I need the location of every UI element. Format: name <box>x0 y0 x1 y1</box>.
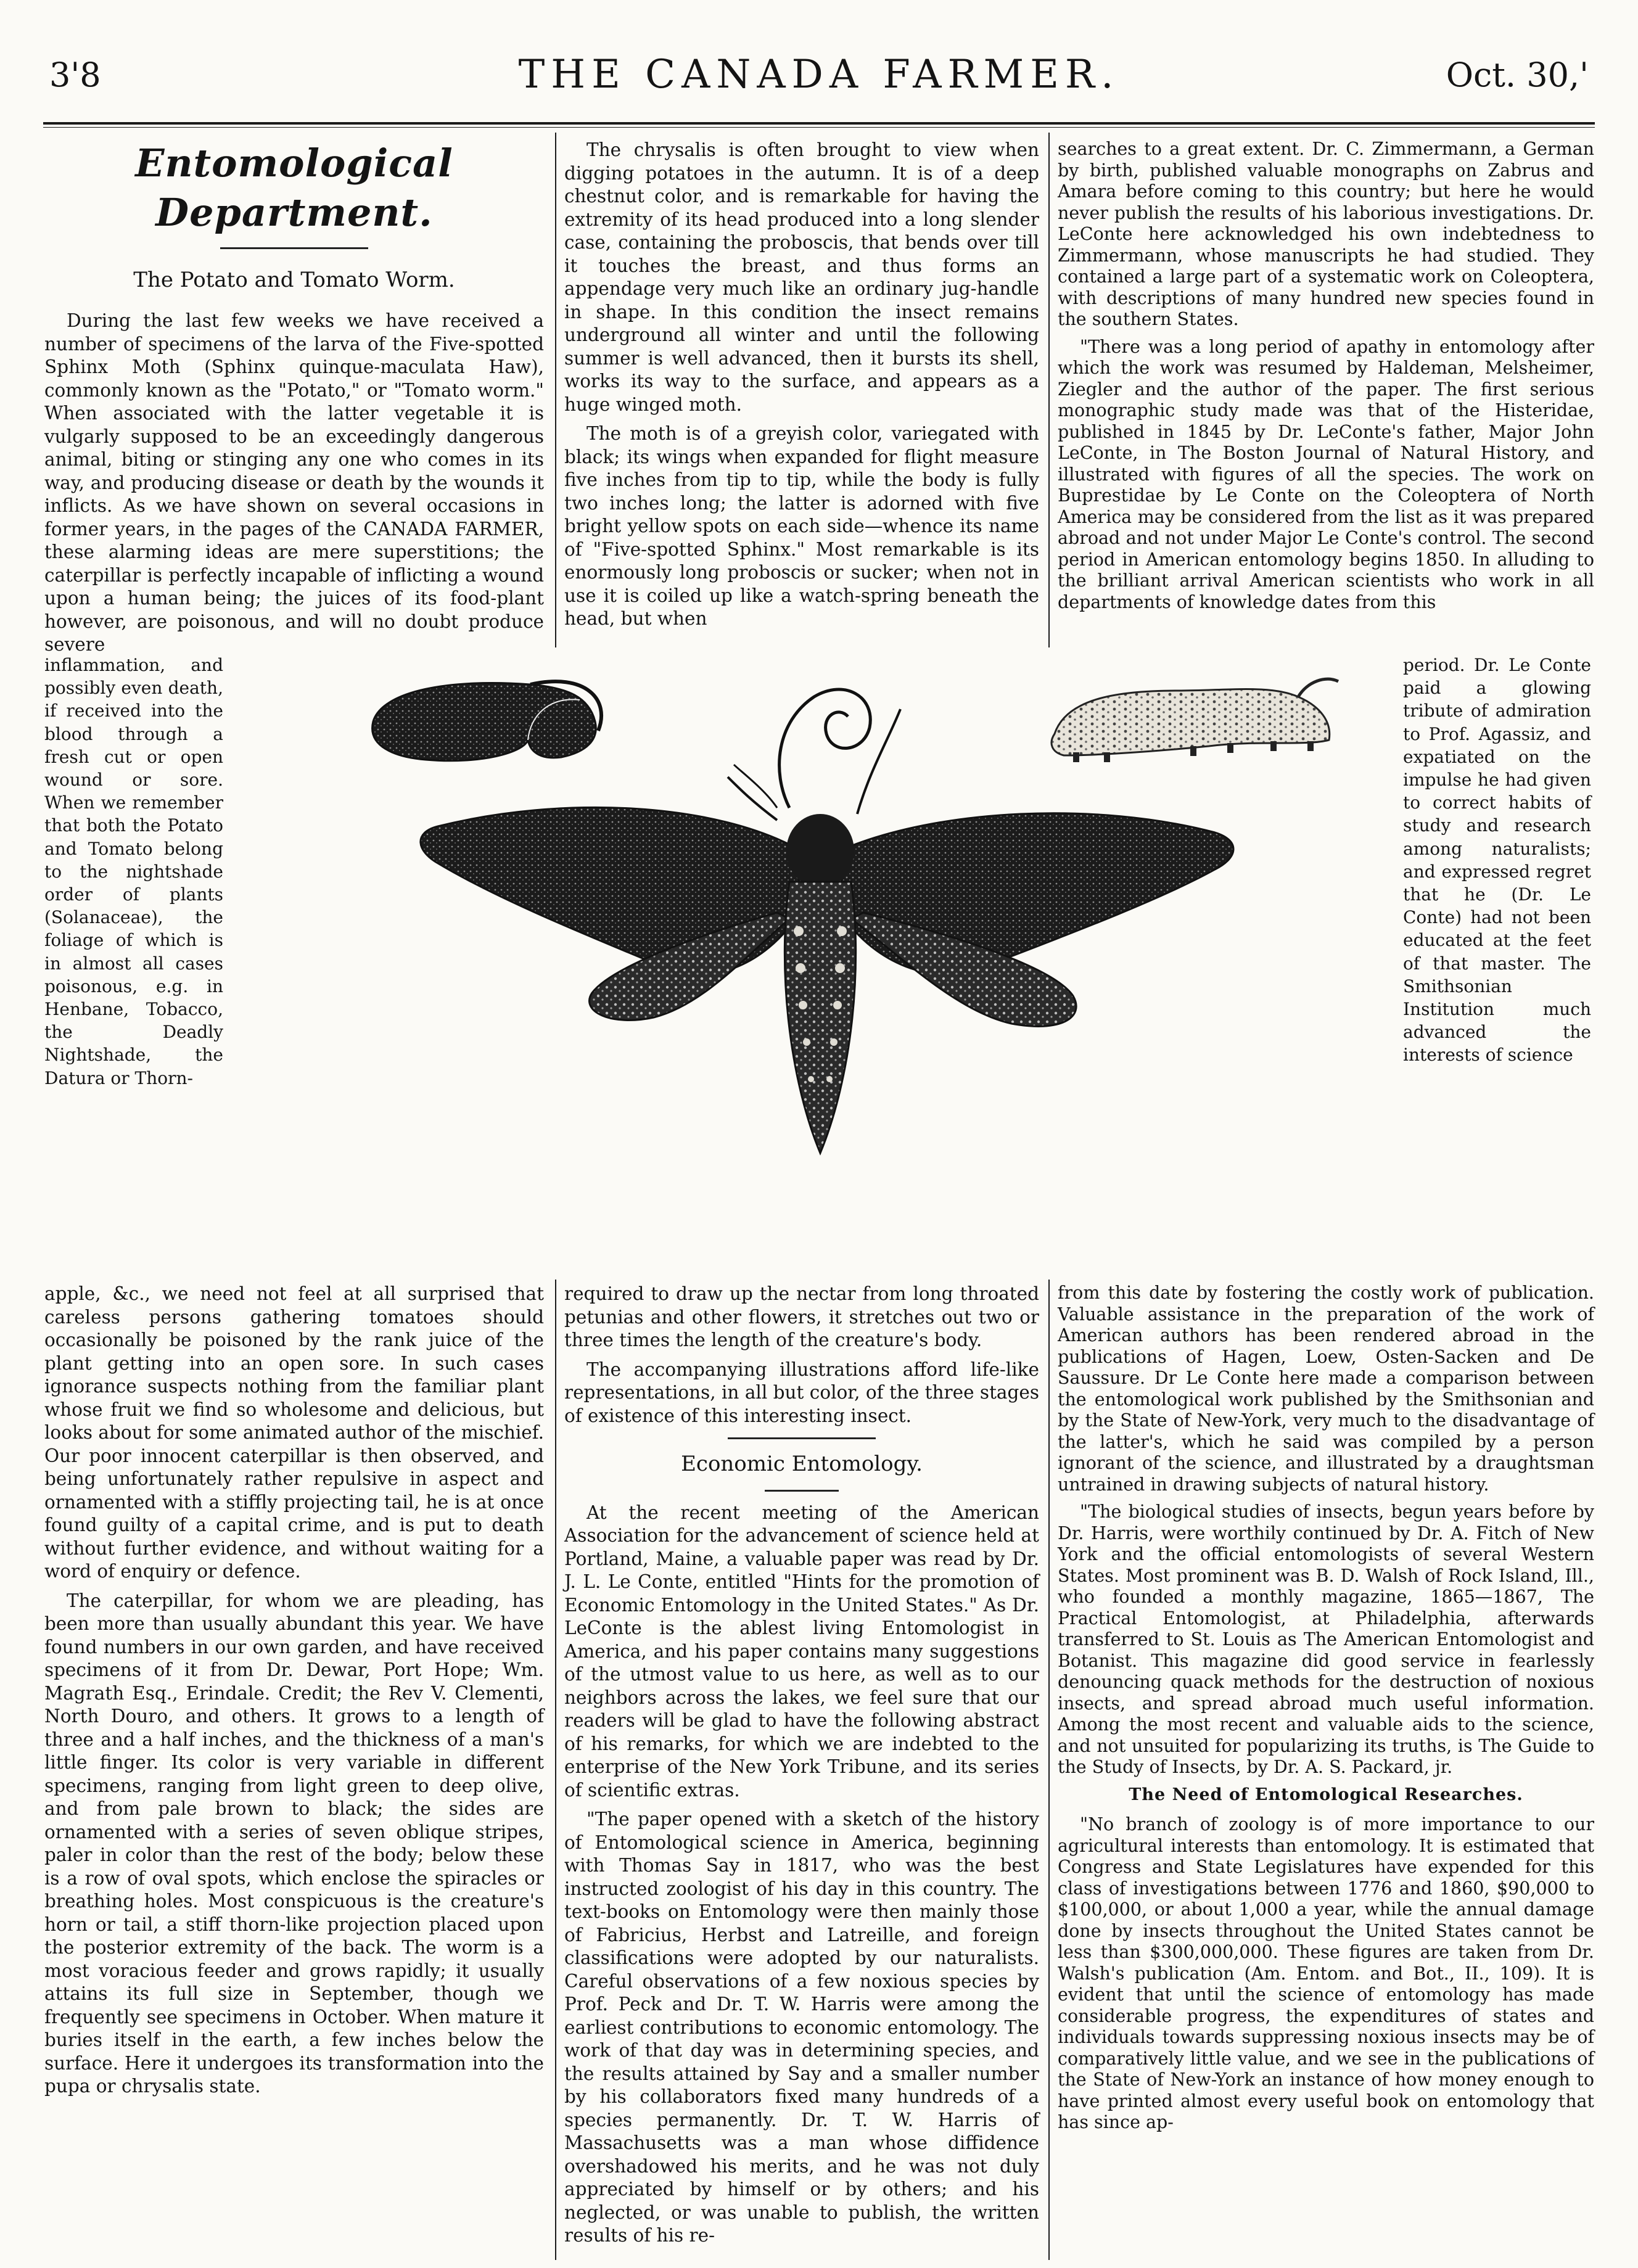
column-1-narrow <box>44 654 223 1090</box>
header-rule <box>43 122 1595 125</box>
caterpillar-figure <box>1052 679 1338 762</box>
illustration-three-stages <box>345 647 1375 1270</box>
paragraph: period. Dr. Le Conte paid a glowing tribute of admiration to Prof. Agassiz, and expatiated on the impulse he had given to correct habits of study and research among naturalists; and expressed regret that he (Dr. Le Conte) had not been educated at the feet of that master. The Smithsonian Institution much advanced the interests of science <box>1403 655 1591 1066</box>
paragraph: "The paper opened with a sketch of the history of Entomological science in America, beginning with Thomas Say in 1817, who was the best instructed zoologist of his day in this country. The text-books on Entomology were then mainly those of Fabricius, Herbst and Latreille, and foreign classifications were adopted by our naturalists. Careful observations of a few noxious species by Prof. Peck and Dr. T. W. Harris were among the earliest contributions to economic entomology. The work of that day was in determining species, and the results attained by Say and a smaller number by his collaborators fixed many hundreds of a species permanently. Dr. T. W. Harris of Massachusetts was a man whose diffidence overshadowed his merits, and he was not duly appreciated by himself or by others; and his neglected, or was unable to publish, the written results of his re- <box>564 1809 1039 2246</box>
paragraph: "The biological studies of insects, begun years before by Dr. Harris, were worthily continued by Dr. A. Fitch of New York and the official entomologists of several Western States. Most prominent was B. D. Walsh of Rock Island, Ill., who founded a monthly magazine, 1865—1867, The Practical Entomologist, at Philadelphia, afterwards transferred to St. Louis as The American Entomologist and Botanist. This magazine did good service in fearlessly denouncing quack methods for the destruction of noxious insects, and spread abroad much useful information. Among the most recent and valuable aids to the science, and not unsuited for popularizing its truths, is The Guide to the Study of Insects, by Dr. A. S. Packard, jr. <box>1058 1502 1594 1777</box>
divider <box>765 1490 839 1492</box>
subheading: The Need of Entomological Researches. <box>1129 1785 1523 1804</box>
column-rule-1-top <box>555 133 556 647</box>
issue-date: Oct. 30,' <box>1446 55 1589 94</box>
column-2-bottom <box>564 1283 1039 2254</box>
paragraph: inflammation, and possibly even death, if received into the blood through a fresh cut or open wound or sore. When we remember that both the Potato and Tomato belong to the nightshade order of plants (Solanaceae), the foliage of which is in almost all cases poisonous, e.g. in Henbane, Tobacco, the Deadly Nightshade, the Datura or Thorn- <box>44 655 223 1088</box>
chrysalis-figure <box>372 681 601 761</box>
article-title-potato-worm: The Potato and Tomato Worm. <box>133 268 455 292</box>
masthead: THE CANADA FARMER. <box>518 52 1120 97</box>
column-rule-1-bottom <box>555 1280 556 2260</box>
paragraph: "No branch of zoology is of more importance to our agricultural interests than entomology. It is estimated that Congress and State Legislatures have expended for this class of investigations between 1776 and 1860, $90,000 to $100,000, or about 1,000 a year, while the annual damage done by insects throughout the United States cannot be less than $300,000,000. These figures are taken from Dr. Walsh's publication (Am. Entom. and Bot., II., 109). It is evident that until the science of entomology has made considerable progress, the expenditures of states and individuals towards suppressing noxious insects may be of comparatively little value, and we see in the publications of the State of New-York an instance of how money enough to have printed almost every useful book on entomology that has since ap- <box>1058 1814 1594 2132</box>
paragraph: searches to a great extent. Dr. C. Zimmermann, a German by birth, published valuable monographs on Zabrus and Amara before coming to this country; but here he would never publish the results of his laborious investigations. Dr. LeConte here acknowledged his own indebtedness to Zimmermann, whose manuscripts he had studied. They contained a large part of a systematic work on Coleoptera, with descriptions of many hundred new species found in the southern States. <box>1058 139 1594 329</box>
divider <box>728 1437 876 1439</box>
column-3-narrow <box>1403 654 1591 1067</box>
sphinx-moth-illustration <box>345 647 1375 1270</box>
paragraph: The accompanying illustrations afford life-like representations, in all but color, of the three stages of existence of this interesting insect. <box>564 1358 1039 1426</box>
moth-figure <box>421 689 1233 1153</box>
paragraph: The moth is of a greyish color, variegated with black; its wings when expanded for flight measure five inches from tip to tip, while the body is fully two inches long; the latter is adorned with five bright yellow spots on each side—whence its name of "Five-spotted Sphinx." Most remarkable is its enormously long proboscis or sucker; when not in use it is coiled up like a watch-spring beneath the head, but when <box>564 423 1039 629</box>
paragraph: required to draw up the nectar from long throated petunias and other flowers, it stretches out two or three times the length of the creature's body. <box>564 1283 1039 1350</box>
paragraph: During the last few weeks we have received a number of specimens of the larva of the Five-spotted Sphinx Moth (Sphinx quinque-maculata Haw), commonly known as the "Potato," or "Tomato worm." When associated with the latter vegetable it is vulgarly supposed to be an exceedingly dangerous animal, biting or stinging any one who comes in its way, and producing disease or death by the wounds it inflicts. As we have shown on several occasions in former years, in the pages of the CANADA FARMER, these alarming ideas are mere superstitions; the caterpillar is perfectly incapable of inflicting a wound upon a human being; the juices of its food-plant however, are poisonous, and will no doubt produce severe <box>44 310 544 655</box>
paragraph: The chrysalis is often brought to view when digging potatoes in the autumn. It is of a deep chestnut color, and is remarkable for having the extremity of its head produced into a long slender case, containing the proboscis, that bends over till it touches the breast, and thus forms an appendage very much like an ordinary jug-handle in shape. In this condition the insect remains underground all winter and until the following summer is well advanced, then it bursts its shell, works its way to the surface, and appears as a huge winged moth. <box>564 139 1039 415</box>
column-rule-2-top <box>1048 133 1050 647</box>
column-3-bottom <box>1058 1283 1594 2140</box>
column-3-top <box>1058 139 1594 619</box>
article-title-economic: Economic Entomology. <box>681 1452 923 1476</box>
page-number: 3'8 <box>49 55 101 94</box>
article-paragraph <box>44 310 544 657</box>
paragraph: from this date by fostering the costly work of publication. Valuable assistance in the preparation of the work of American authors has been rendered abroad in the publications of Hagen, Loew, Osten-Sacken and De Saussure. Dr Le Conte here made a comparison between the entomological work published by the Smithsonian and by the State of New-York, very much to the disadvantage of the latter's, which he said was compiled by a person ignorant of the science, and illustrated by a draughtsman untrained in drawing subjects of natural history. <box>1058 1283 1594 1495</box>
paragraph: The caterpillar, for whom we are pleading, has been more than usually abundant this year. We have found numbers in our own garden, and have received specimens of it from Dr. Dewar, Port Hope; Wm. Magrath Esq., Erindale. Credit; the Rev V. Clementi, North Douro, and others. It grows to a length of three and a half inches, and the thickness of a man's little finger. Its color is very variable in different specimens, ranging from light green to deep olive, and from pale brown to black; the sides are ornamented with a series of seven oblique stripes, paler in color than the rest of the body; below these is a row of oval spots, which enclose the spiracles or breathing holes. Most conspicuous is the creature's horn or tail, a stiff thorn-like projection placed upon the posterior extremity of the back. The worm is a most voracious feeder and grows rapidly; it usually attains its full size in September, though we frequently see specimens in October. When mature it buries itself in the earth, a few inches below the surface. Here it undergoes its transformation into the pupa or chrysalis state. <box>44 1590 544 2097</box>
paragraph: apple, &c., we need not feel at all surprised that careless persons gathering tomatoes should occasionally be poisoned by the rank juice of the plant getting into an open sore. In such cases ignorance suspects nothing from the familiar plant whose fruit we find so wholesome and delicious, but looks about for some animated author of the mischief. Our poor innocent caterpillar is then observed, and being unfortunately rather repulsive in aspect and ornamented with a stiffly projecting tail, he is at once found guilty of a capital crime, and is put to death without further evidence, and without waiting for a word of enquiry or defence. <box>44 1283 544 1582</box>
column-1-bottom <box>44 1283 544 2105</box>
divider <box>220 247 368 249</box>
page-header <box>43 43 1595 111</box>
paragraph: "There was a long period of apathy in entomology after which the work was resumed by Haldeman, Melsheimer, Ziegler and the author of the paper. The first serious monographic study made was that of the Histeridae, published in 1845 by Dr. LeConte's father, Major John LeConte, in The Boston Journal of Natural History, and illustrated with figures of all the species. The work on Buprestidae by Le Conte on the Coleoptera of North America may be considered from the list as it was prepared abroad and not under Major Le Conte's control. The second period in American entomology begins 1850. In alluding to the brilliant arrival American scientists who work in all departments of knowledge dates from this <box>1058 336 1594 612</box>
column-rule-2-bottom <box>1048 1280 1050 2260</box>
paragraph: At the recent meeting of the American Association for the advancement of science held at Portland, Maine, a valuable paper was read by Dr. J. L. Le Conte, entitled "Hints for the promotion of Economic Entomology in the United States." As Dr. LeConte is the ablest living Entomologist in America, and his paper contains many suggestions of the utmost value to us here, as well as to our neighbors across the lakes, we feel sure that our readers will be glad to have the following abstract of his remarks, for which we are indebted to the enterprise of the New York Tribune, and its series of scientific extras. <box>564 1502 1039 1801</box>
header-rule-thin <box>43 127 1595 128</box>
column-1-top <box>44 139 544 663</box>
column-2-top <box>564 139 1039 637</box>
department-title: Entomological Department. <box>135 141 453 235</box>
